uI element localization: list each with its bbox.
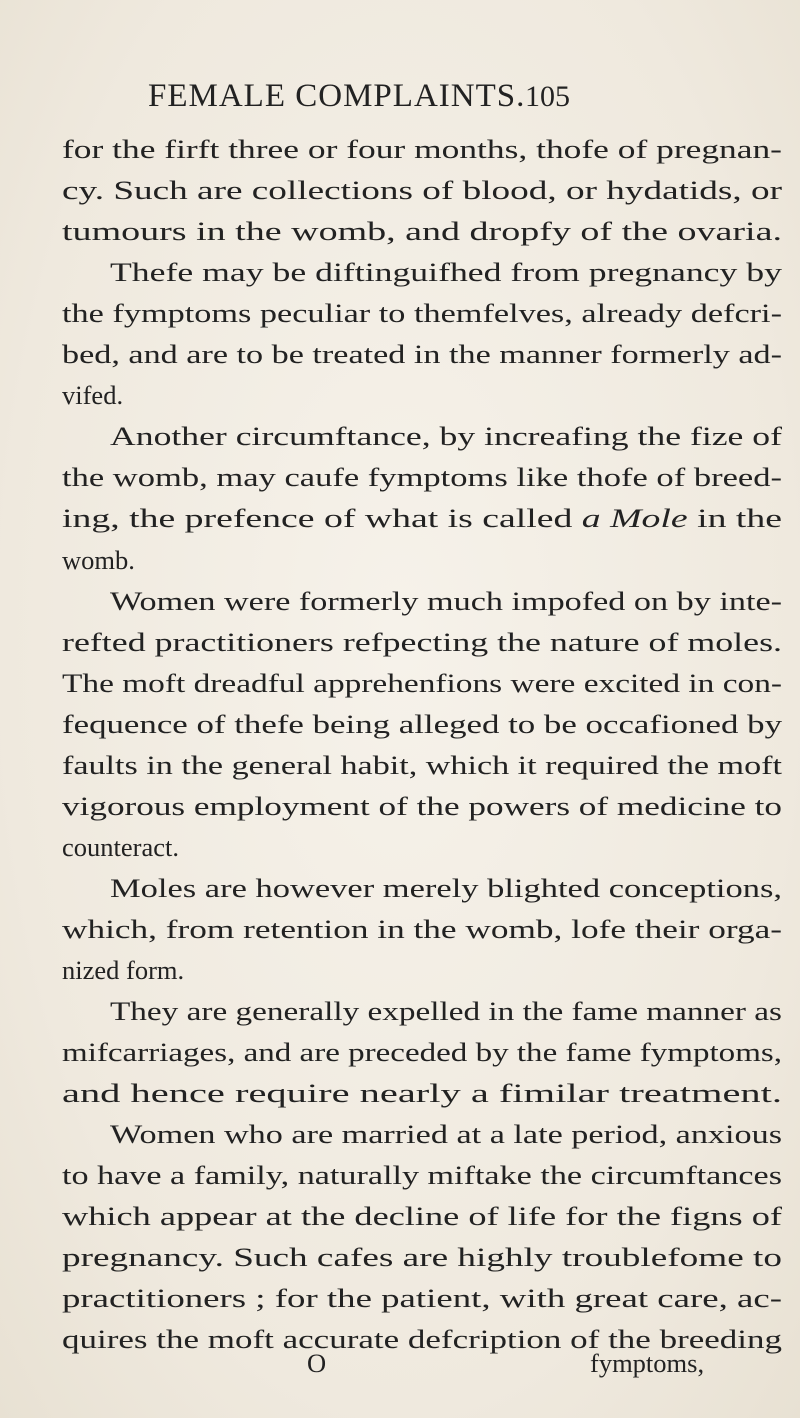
line-content xyxy=(110,872,782,903)
line-content xyxy=(62,790,782,821)
text-line xyxy=(62,957,782,984)
line-content xyxy=(62,218,782,245)
line-content xyxy=(110,585,782,616)
line-text: practitioners ; for the patient, with great care, ac- xyxy=(62,1283,782,1314)
line-content xyxy=(62,667,782,698)
line-content xyxy=(62,626,782,657)
line-text: and hence require nearly a fimilar treatment. xyxy=(62,1078,782,1109)
line-content xyxy=(62,464,782,491)
line-text: quires the moft accurate defcription of the breeding xyxy=(62,1324,782,1355)
line-content xyxy=(62,136,782,163)
line-text: Thefe may be diftinguifhed from pregnancy by xyxy=(110,257,782,288)
text-line xyxy=(62,831,782,862)
text-line xyxy=(62,300,782,327)
line-content xyxy=(110,998,782,1025)
line-content xyxy=(62,708,782,739)
line-content xyxy=(62,382,123,409)
line-content xyxy=(110,259,782,286)
line-content xyxy=(110,1121,782,1148)
text-line xyxy=(110,872,782,903)
text-line xyxy=(62,790,782,821)
line-text: refted practitioners refpecting the nature of moles. xyxy=(62,626,782,657)
line-content xyxy=(62,1203,782,1230)
line-content xyxy=(62,913,782,944)
text-line xyxy=(62,1244,782,1271)
line-text: pregnancy. Such cafes are highly troublefome to xyxy=(62,1242,782,1273)
text-line xyxy=(110,423,782,450)
line-text: They are generally expelled in the fame manner as xyxy=(110,996,782,1027)
line-italic-text: a Mole xyxy=(581,503,688,534)
line-text: womb. xyxy=(62,544,135,575)
line-text: faults in the general habit, which it required the moft xyxy=(62,749,782,780)
line-content xyxy=(62,831,179,862)
line-text: The moft dreadful apprehenfions were excited in con- xyxy=(62,667,782,698)
text-line xyxy=(62,1203,782,1230)
text-line xyxy=(110,259,782,286)
text-line xyxy=(62,177,782,204)
line-text: nized form. xyxy=(62,955,185,985)
line-text: the womb, may caufe fymptoms like thofe of breed- xyxy=(62,462,782,493)
line-text: counteract. xyxy=(62,831,179,862)
page-header xyxy=(0,78,800,118)
line-text: tumours in the womb, and dropfy of the ovaria. xyxy=(62,216,782,247)
text-line xyxy=(62,382,782,409)
line-text: fequence of thefe being alleged to be occafioned by xyxy=(62,708,782,739)
text-line xyxy=(62,1080,782,1107)
text-line xyxy=(62,1039,782,1066)
text-line xyxy=(110,998,782,1025)
text-line xyxy=(62,505,782,532)
line-text: which, from retention in the womb, lofe their orga- xyxy=(62,913,782,944)
signature-mark: O xyxy=(307,1348,327,1378)
line-text: which appear at the decline of life for the figns of xyxy=(62,1201,782,1232)
line-text: mifcarriages, and are preceded by the fame fymptoms, xyxy=(62,1037,782,1068)
text-line xyxy=(62,544,782,575)
text-line xyxy=(62,464,782,491)
line-text: vifed. xyxy=(62,380,124,411)
text-line xyxy=(62,667,782,698)
line-text: vigorous employment of the powers of medicine to xyxy=(62,790,782,821)
line-text-after: in the xyxy=(687,503,782,534)
text-line xyxy=(62,136,782,163)
text-line xyxy=(62,626,782,657)
page-number: 105 xyxy=(525,80,570,113)
line-text: for the firft three or four months, thofe of pregnan- xyxy=(62,134,782,164)
text-line xyxy=(62,913,782,944)
text-line xyxy=(62,749,782,780)
line-text: the fymptoms peculiar to themfelves, already defcri- xyxy=(62,298,782,329)
line-text: to have a family, naturally miftake the circumftances xyxy=(62,1160,782,1191)
line-content xyxy=(62,505,782,532)
line-text: Women who are married at a late period, anxious xyxy=(110,1119,782,1150)
text-line xyxy=(110,1121,782,1148)
line-content xyxy=(62,544,135,575)
text-line xyxy=(62,1162,782,1189)
line-text: ing, the prefence of what is called xyxy=(62,503,582,534)
text-line xyxy=(62,218,782,245)
line-content xyxy=(62,1162,782,1189)
line-text: Moles are however merely blighted conceptions, xyxy=(110,872,782,903)
line-content xyxy=(62,1080,782,1107)
line-content xyxy=(62,341,782,368)
running-head: FEMALE COMPLAINTS. xyxy=(148,78,526,114)
line-text: bed, and are to be treated in the manner formerly ad- xyxy=(62,339,782,370)
text-line xyxy=(110,585,782,616)
catchword: fymptoms, xyxy=(590,1348,705,1378)
line-content xyxy=(62,1244,782,1271)
text-line xyxy=(62,341,782,368)
line-content xyxy=(62,300,782,327)
line-content xyxy=(62,1039,782,1066)
line-content xyxy=(62,1285,782,1312)
text-line xyxy=(62,708,782,739)
line-content xyxy=(110,423,782,450)
line-text: Another circumftance, by increafing the fize of xyxy=(110,421,782,452)
line-content xyxy=(62,957,184,984)
line-text: cy. Such are collections of blood, or hydatids, or xyxy=(62,175,782,206)
line-text: Women were formerly much impofed on by inte- xyxy=(110,585,782,616)
text-line xyxy=(62,1285,782,1312)
line-content xyxy=(62,749,782,780)
line-content xyxy=(62,177,782,204)
